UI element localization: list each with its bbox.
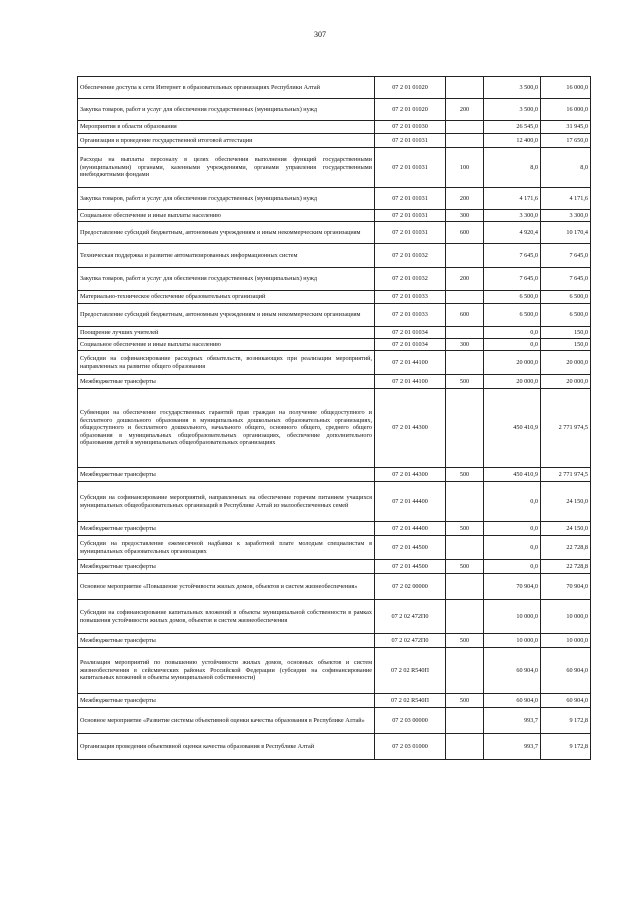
row-code: 07 2 01 44400 (375, 522, 446, 536)
table-row (78, 351, 591, 375)
table-row (78, 600, 591, 634)
table-row (78, 134, 591, 148)
row-expense-type (446, 600, 484, 634)
row-expense-type (446, 708, 484, 734)
table-row (78, 574, 591, 600)
row-expense-type: 500 (446, 522, 484, 536)
row-value-1: 0,0 (484, 482, 541, 522)
row-value-1: 0,0 (484, 339, 541, 351)
row-name: Субсидии на софинансирование капитальных вложений в объекты муниципальной собственности в рамках повышения устойчивости жилых домов, объектов и систем жизнеобеспечения (78, 600, 375, 634)
row-name: Межбюджетные трансферты (78, 375, 375, 389)
row-name: Субсидии на софинансирование мероприятий, направленных на обеспечение горячим питанием учащихся муниципальных общеобразовательных организаций в Республике Алтай из малообеспеченных семей (78, 482, 375, 522)
table-row (78, 560, 591, 574)
row-value-2: 2 771 974,5 (541, 389, 591, 468)
row-name: Основное мероприятие «Развитие системы объективной оценки качества образования в Республике Алтай» (78, 708, 375, 734)
row-value-2: 60 904,0 (541, 694, 591, 708)
row-value-1: 3 500,0 (484, 77, 541, 99)
row-code: 07 2 02 R540П (375, 648, 446, 694)
row-name: Техническая поддержка и развитие автоматизированных информационных систем (78, 244, 375, 268)
row-name: Социальное обеспечение и иные выплаты населению (78, 210, 375, 222)
row-name: Социальное обеспечение и иные выплаты населению (78, 339, 375, 351)
table-row (78, 222, 591, 244)
row-name: Расходы на выплаты персоналу в целях обеспечения выполнения функций государственными (муниципальными) органами, казенными учреждениями, органами управления государственными внебюджетными фондами (78, 148, 375, 188)
row-value-2: 16 000,0 (541, 99, 591, 121)
row-expense-type: 300 (446, 210, 484, 222)
row-code: 07 2 02 472П0 (375, 634, 446, 648)
row-name: Предоставление субсидий бюджетным, автономным учреждениям и иным некоммерческим организациям (78, 304, 375, 327)
row-value-2: 60 904,0 (541, 648, 591, 694)
row-code: 07 2 02 00000 (375, 574, 446, 600)
row-code: 07 2 01 44500 (375, 560, 446, 574)
table-row (78, 482, 591, 522)
row-name: Реализация мероприятий по повышению устойчивости жилых домов, основных объектов и систем жизнеобеспечения в сейсмических районах Российской Федерации (субсидии на софинансирование капитальных вложений в объекты муниципальной собственности) (78, 648, 375, 694)
row-code: 07 2 01 01031 (375, 134, 446, 148)
row-value-2: 4 171,6 (541, 188, 591, 210)
row-code: 07 2 01 01034 (375, 339, 446, 351)
row-value-1: 0,0 (484, 522, 541, 536)
row-code: 07 2 01 01020 (375, 77, 446, 99)
row-code: 07 2 01 44300 (375, 389, 446, 468)
table-row (78, 291, 591, 304)
row-value-1: 7 645,0 (484, 268, 541, 291)
row-value-2: 7 645,0 (541, 268, 591, 291)
row-name: Предоставление субсидий бюджетным, автономным учреждениям и иным некоммерческим организациям (78, 222, 375, 244)
row-expense-type (446, 134, 484, 148)
row-value-1: 4 171,6 (484, 188, 541, 210)
row-value-1: 7 645,0 (484, 244, 541, 268)
row-name: Межбюджетные трансферты (78, 468, 375, 482)
row-value-2: 6 500,0 (541, 291, 591, 304)
row-value-1: 8,0 (484, 148, 541, 188)
row-value-1: 0,0 (484, 536, 541, 560)
row-name: Субсидии на предоставление ежемесячной надбавки к заработной плате молодым специалистам в муниципальных образовательных организациях (78, 536, 375, 560)
row-value-2: 16 000,0 (541, 77, 591, 99)
table-row (78, 648, 591, 694)
row-code: 07 2 01 44300 (375, 468, 446, 482)
row-name: Межбюджетные трансферты (78, 694, 375, 708)
row-expense-type (446, 244, 484, 268)
row-expense-type: 500 (446, 468, 484, 482)
row-value-1: 12 400,0 (484, 134, 541, 148)
row-expense-type: 200 (446, 268, 484, 291)
row-code: 07 2 01 01034 (375, 327, 446, 339)
row-expense-type: 300 (446, 339, 484, 351)
row-value-2: 24 150,0 (541, 482, 591, 522)
row-name: Закупка товаров, работ и услуг для обеспечения государственных (муниципальных) нужд (78, 188, 375, 210)
row-name: Субсидии на софинансирование расходных обязательств, возникающих при реализации мероприятий, направленных на развитие общего образования (78, 351, 375, 375)
row-value-2: 9 172,8 (541, 734, 591, 760)
table-row (78, 634, 591, 648)
table-row (78, 536, 591, 560)
row-expense-type (446, 291, 484, 304)
table-row (78, 268, 591, 291)
row-expense-type (446, 77, 484, 99)
row-value-2: 3 300,0 (541, 210, 591, 222)
row-value-1: 60 904,0 (484, 694, 541, 708)
table-row (78, 304, 591, 327)
row-name: Мероприятия в области образования (78, 121, 375, 134)
row-expense-type (446, 648, 484, 694)
row-value-2: 150,0 (541, 327, 591, 339)
row-value-1: 450 410,9 (484, 389, 541, 468)
row-value-2: 2 771 974,5 (541, 468, 591, 482)
row-value-1: 6 500,0 (484, 304, 541, 327)
row-value-2: 24 150,0 (541, 522, 591, 536)
row-code: 07 2 01 01031 (375, 210, 446, 222)
budget-table-body (78, 77, 591, 760)
row-expense-type: 100 (446, 148, 484, 188)
row-expense-type (446, 734, 484, 760)
row-value-1: 450 410,9 (484, 468, 541, 482)
row-value-1: 20 000,0 (484, 375, 541, 389)
row-code: 07 2 01 44500 (375, 536, 446, 560)
table-row (78, 468, 591, 482)
row-value-2: 8,0 (541, 148, 591, 188)
row-value-2: 17 650,0 (541, 134, 591, 148)
table-row (78, 77, 591, 99)
row-value-2: 10 000,0 (541, 600, 591, 634)
row-value-2: 150,0 (541, 339, 591, 351)
row-value-1: 4 920,4 (484, 222, 541, 244)
row-expense-type: 500 (446, 634, 484, 648)
table-row (78, 210, 591, 222)
table-row (78, 694, 591, 708)
row-value-1: 60 904,0 (484, 648, 541, 694)
row-value-2: 70 904,0 (541, 574, 591, 600)
row-value-1: 26 545,0 (484, 121, 541, 134)
row-code: 07 2 01 01030 (375, 121, 446, 134)
row-name: Закупка товаров, работ и услуг для обеспечения государственных (муниципальных) нужд (78, 99, 375, 121)
row-code: 07 2 02 472П0 (375, 600, 446, 634)
row-value-1: 993,7 (484, 734, 541, 760)
table-row (78, 244, 591, 268)
row-expense-type: 500 (446, 694, 484, 708)
row-code: 07 2 02 R540П (375, 694, 446, 708)
row-expense-type: 600 (446, 222, 484, 244)
row-value-2: 9 172,8 (541, 708, 591, 734)
table-row (78, 339, 591, 351)
row-value-1: 10 000,0 (484, 634, 541, 648)
row-expense-type (446, 327, 484, 339)
row-name: Организация проведения объективной оценки качества образования в Республике Алтай (78, 734, 375, 760)
row-expense-type (446, 482, 484, 522)
row-expense-type (446, 574, 484, 600)
row-code: 07 2 01 01020 (375, 99, 446, 121)
row-name: Организация и проведение государственной итоговой аттестации (78, 134, 375, 148)
row-expense-type: 500 (446, 560, 484, 574)
row-code: 07 2 01 01033 (375, 291, 446, 304)
row-code: 07 2 01 44400 (375, 482, 446, 522)
row-code: 07 2 03 00000 (375, 708, 446, 734)
row-value-2: 31 945,0 (541, 121, 591, 134)
row-value-1: 20 000,0 (484, 351, 541, 375)
row-code: 07 2 01 01032 (375, 268, 446, 291)
row-value-2: 10 000,0 (541, 634, 591, 648)
row-code: 07 2 03 01000 (375, 734, 446, 760)
table-row (78, 708, 591, 734)
row-code: 07 2 01 44100 (375, 351, 446, 375)
row-code: 07 2 01 01031 (375, 188, 446, 210)
row-expense-type: 200 (446, 99, 484, 121)
row-value-1: 993,7 (484, 708, 541, 734)
row-value-2: 22 728,8 (541, 560, 591, 574)
row-value-1: 3 500,0 (484, 99, 541, 121)
row-value-2: 20 000,0 (541, 375, 591, 389)
row-value-1: 0,0 (484, 560, 541, 574)
row-name: Обеспечение доступа к сети Интернет в образовательных организациях Республики Алтай (78, 77, 375, 99)
table-row (78, 121, 591, 134)
budget-table (77, 76, 591, 760)
row-value-2: 22 728,8 (541, 536, 591, 560)
row-name: Межбюджетные трансферты (78, 560, 375, 574)
row-code: 07 2 01 01031 (375, 222, 446, 244)
row-expense-type (446, 351, 484, 375)
row-value-2: 20 000,0 (541, 351, 591, 375)
row-name: Поощрение лучших учителей (78, 327, 375, 339)
row-value-2: 10 170,4 (541, 222, 591, 244)
row-code: 07 2 01 01031 (375, 148, 446, 188)
row-code: 07 2 01 01032 (375, 244, 446, 268)
row-value-1: 0,0 (484, 327, 541, 339)
row-name: Закупка товаров, работ и услуг для обеспечения государственных (муниципальных) нужд (78, 268, 375, 291)
row-expense-type: 500 (446, 375, 484, 389)
table-row (78, 327, 591, 339)
row-name: Субвенции на обеспечение государственных гарантий прав граждан на получение общедоступного и бесплатного дошкольного образования в муниципальных дошкольных образовательных организациях, общедоступного и бесплатного дошкольного, начального общего, основного общего, среднего общего образования в муниципальных общеобразовательных организациях, обеспечение дополнительного образования детей в муниципальных общеобразовательных организациях (78, 389, 375, 468)
row-expense-type (446, 121, 484, 134)
row-name: Материально-техническое обеспечение образовательных организаций (78, 291, 375, 304)
row-value-1: 70 904,0 (484, 574, 541, 600)
row-expense-type: 600 (446, 304, 484, 327)
row-value-2: 7 645,0 (541, 244, 591, 268)
table-row (78, 734, 591, 760)
row-name: Основное мероприятие «Повышение устойчивости жилых домов, объектов и систем жизнеобеспечения» (78, 574, 375, 600)
table-row (78, 522, 591, 536)
table-row (78, 148, 591, 188)
row-name: Межбюджетные трансферты (78, 522, 375, 536)
row-code: 07 2 01 01033 (375, 304, 446, 327)
table-row (78, 389, 591, 468)
row-value-1: 10 000,0 (484, 600, 541, 634)
row-code: 07 2 01 44100 (375, 375, 446, 389)
row-value-1: 6 500,0 (484, 291, 541, 304)
row-expense-type (446, 536, 484, 560)
row-value-2: 6 500,0 (541, 304, 591, 327)
row-value-1: 3 300,0 (484, 210, 541, 222)
row-expense-type: 200 (446, 188, 484, 210)
page-number: 307 (314, 30, 326, 39)
row-expense-type (446, 389, 484, 468)
table-row (78, 99, 591, 121)
row-name: Межбюджетные трансферты (78, 634, 375, 648)
table-row (78, 375, 591, 389)
table-row (78, 188, 591, 210)
